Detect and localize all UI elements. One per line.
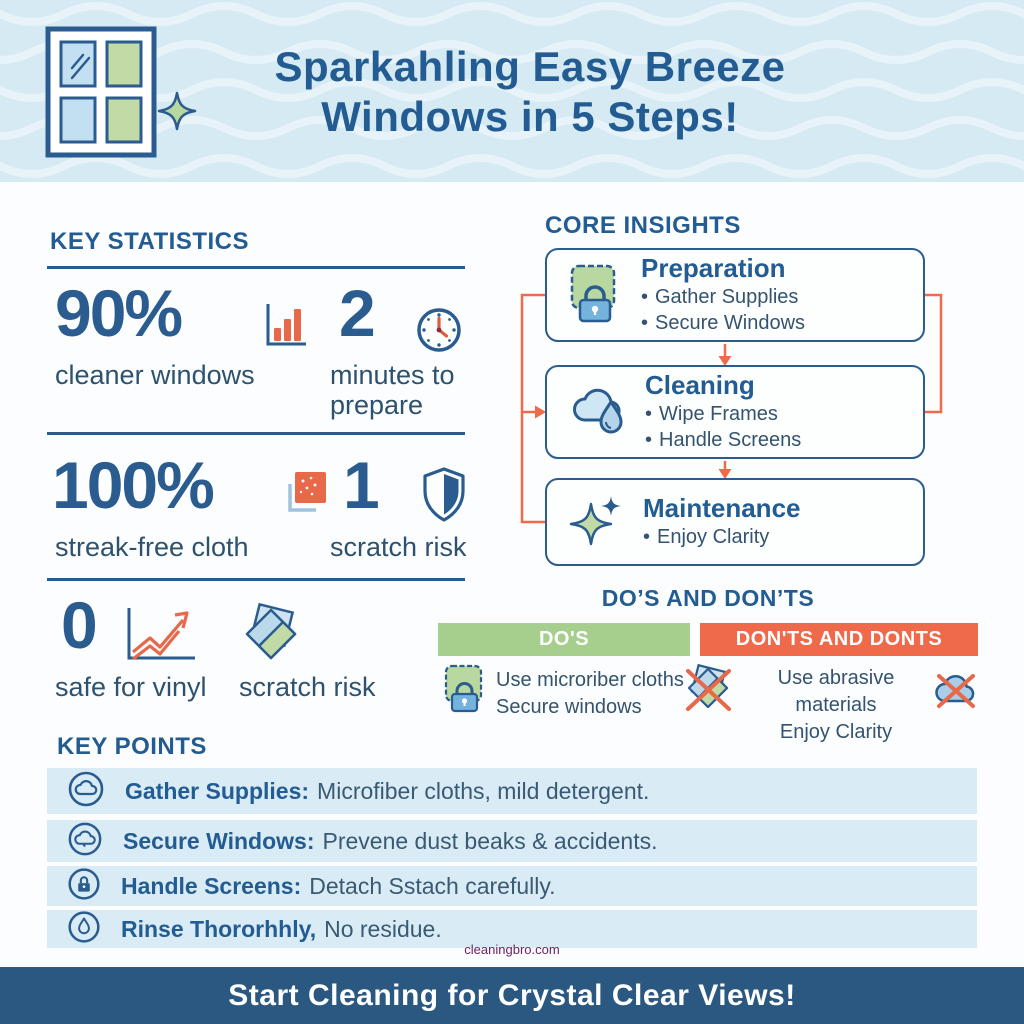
stat-value: 100% (52, 448, 213, 522)
cloud-circle-icon (67, 821, 103, 862)
dos-item: Use microriber cloths (496, 669, 684, 691)
clock-icon (415, 306, 463, 359)
flow-step-bullet: • Handle Screens (645, 427, 801, 453)
core-insights-section (505, 210, 980, 582)
flow-step-bullet: • Wipe Frames (645, 401, 801, 427)
flow-step-bullet: • Enjoy Clarity (643, 524, 801, 550)
flow-step-bullet: • Gather Supplies (641, 284, 805, 310)
key-point-bold: Handle Screens: (121, 872, 302, 899)
key-points-title: KEY POINTS (57, 733, 207, 760)
key-statistics-section (47, 210, 477, 740)
donts-header-bar (700, 623, 978, 656)
shield-icon (421, 466, 467, 529)
cloud-droplet-icon (567, 382, 629, 443)
crossed-cloud-icon (932, 669, 980, 716)
key-point-text (125, 778, 649, 805)
flow-step-title: Maintenance (643, 493, 801, 524)
dos-list (496, 667, 684, 721)
cloud-circle-icon (67, 770, 105, 813)
dos-donts-heading: DO’S AND DON’TS (601, 585, 815, 611)
watermark: cleaningbro.com (464, 942, 560, 957)
page-title-line1: Sparkahling Easy Breeze (274, 43, 786, 90)
footer-cta: Start Cleaning for Crystal Clear Views! (228, 978, 796, 1012)
flow-step-cleaning (545, 365, 925, 459)
stat-value: 2 (339, 276, 374, 350)
page-title (200, 42, 860, 141)
key-point-text (121, 916, 442, 943)
flow-step-bullet: • Secure Windows (641, 310, 805, 336)
key-statistics-title: KEY STATISTICS (50, 228, 250, 255)
page-title-line2: Windows in 5 Steps! (321, 92, 739, 140)
stat-label: safe for vinyl (55, 672, 207, 702)
key-point-rest: Prevene dust beaks & accidents. (322, 827, 658, 854)
stat-label: cleaner windows (55, 360, 255, 390)
flow-step-preparation (545, 248, 925, 342)
key-point-bold: Rinse Thororhhly, (121, 915, 317, 942)
dos-header-bar (438, 623, 690, 656)
key-points-section (47, 725, 977, 955)
flow-step-title: Cleaning (645, 370, 755, 401)
key-point-bold: Gather Supplies: (125, 777, 310, 804)
flow-step-text (641, 254, 805, 336)
divider (47, 578, 465, 581)
speckled-cloth-icon (284, 468, 330, 521)
core-insights-title: CORE INSIGHTS (545, 212, 741, 239)
dos-item: Secure windows (496, 696, 642, 718)
key-point-row (47, 768, 977, 814)
stat-value: 1 (343, 448, 378, 522)
flow-step-maintenance (545, 478, 925, 566)
footer-banner (0, 967, 1024, 1024)
stat-value: 0 (61, 588, 96, 662)
key-point-rest: Microfiber cloths, mild detergent. (317, 777, 650, 804)
stacked-cloths-icon (239, 600, 303, 671)
header (0, 0, 1024, 182)
key-point-row (47, 820, 977, 862)
stat-label: minutes to prepare (330, 360, 455, 421)
sparkle-icon (156, 90, 198, 137)
key-point-text (121, 873, 556, 900)
stat-label: scratch risk (330, 532, 467, 562)
crossed-cloths-icon (681, 661, 735, 720)
bar-chart-icon (262, 298, 308, 355)
donts-item: Use abrasive materials (777, 667, 895, 716)
flow-step-title: Preparation (641, 253, 786, 284)
flow-step-text (643, 494, 801, 550)
stat-label: scratch risk (239, 672, 376, 702)
divider (47, 432, 465, 435)
sparkle-icon (567, 490, 627, 555)
dos-donts-section (438, 585, 978, 743)
key-point-bold: Secure Windows: (123, 827, 315, 854)
window-icon (45, 26, 157, 163)
key-point-rest: No residue. (324, 915, 442, 942)
divider (47, 266, 465, 269)
cloth-lock-icon (442, 663, 490, 720)
trend-up-icon (119, 600, 203, 673)
lock-circle-icon (67, 867, 101, 906)
stat-label: streak-free cloth (55, 532, 249, 562)
stat-value: 90% (55, 276, 182, 350)
key-point-rest: Detach Sstach carefully. (309, 872, 556, 899)
key-point-text (123, 828, 657, 855)
cloth-lock-icon (567, 262, 625, 329)
dos-header-label: DO'S (538, 628, 590, 650)
donts-item: Enjoy Clarity (779, 721, 893, 743)
donts-header-label: DON'TS AND DONTS (735, 628, 943, 650)
flow-step-text (645, 371, 801, 453)
key-point-row (47, 866, 977, 906)
